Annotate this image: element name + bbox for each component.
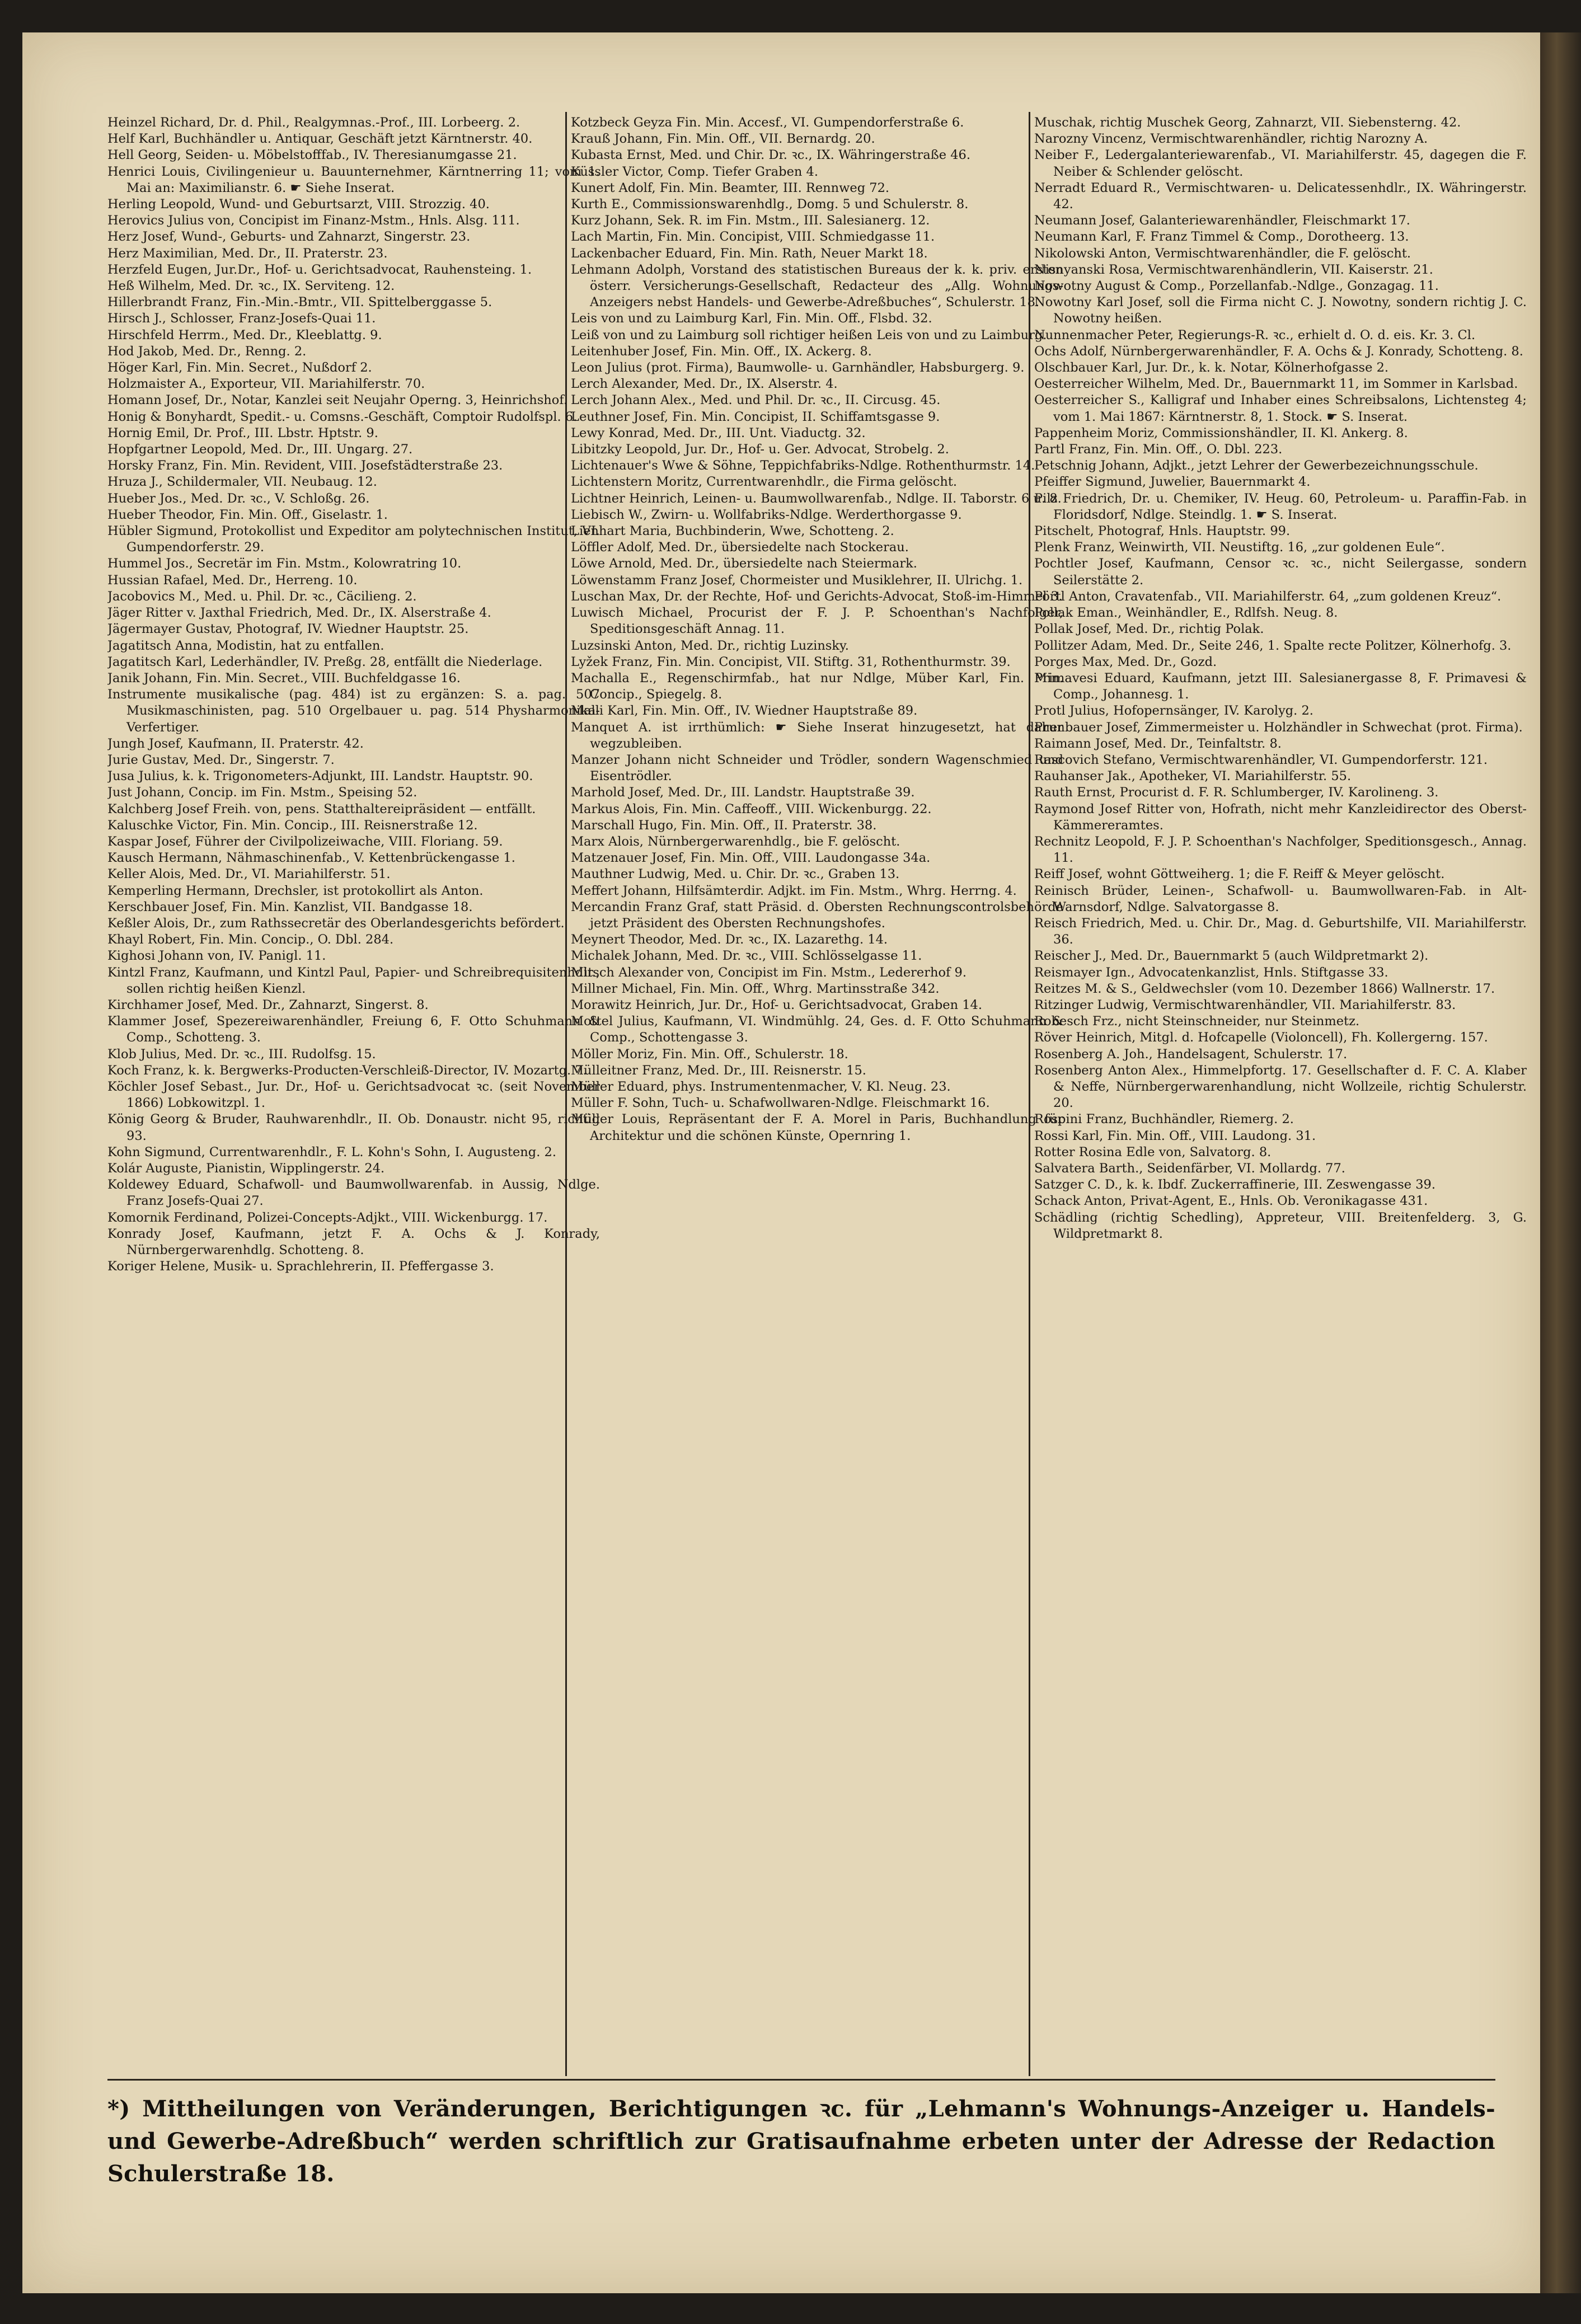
directory-entry: Lerch Alexander, Med. Dr., IX. Alserstr. 4. [571, 377, 838, 392]
directory-entry: Kausch Hermann, Nähmaschinenfab., V. Kettenbrückengasse 1. [107, 851, 515, 866]
directory-entry: Schack Anton, Privat-Agent, E., Hnls. Ob. Veronikagasse 431. [1034, 1194, 1428, 1209]
directory-entry: Pollak Eman., Weinhändler, E., Rdlfsh. Neug. 8. [1034, 605, 1338, 621]
directory-entry: Ritzinger Ludwig, Vermischtwarenhändler, VII. Mariahilferstr. 83. [1034, 997, 1456, 1012]
directory-entry: Lerch Johann Alex., Med. und Phil. Dr. ꝛc., II. Circusg. 45. [571, 393, 941, 408]
directory-entry: Meynert Theodor, Med. Dr. ꝛc., IX. Lazarethg. 14. [571, 932, 888, 947]
directory-entry: Narozny Vincenz, Vermischtwarenhändler, richtig Narozny A. [1034, 132, 1428, 147]
directory-entry: Hueber Theodor, Fin. Min. Off., Giselastr. 1. [107, 507, 388, 522]
directory-entry: Lyžek Franz, Fin. Min. Concipist, VII. Stiftg. 31, Rothenthurmstr. 39. [571, 654, 1011, 669]
directory-entry: Mottel Julius, Kaufmann, VI. Windmühlg. 24, Ges. d. F. Otto Schuhmann & Comp., Schottengasse 3. [571, 1014, 1063, 1045]
directory-entry: Neiber F., Ledergalanteriewarenfab., VI. Mariahilferstr. 45, dagegen die F. Neiber & Schlender gelöscht. [1034, 148, 1527, 179]
directory-entry: Hummel Jos., Secretär im Fin. Mstm., Kolowratring 10. [107, 556, 462, 571]
directory-entry: Jurie Gustav, Med. Dr., Singerstr. 7. [107, 752, 335, 767]
directory-entry: Pappenheim Moriz, Commissionshändler, II. Kl. Ankerg. 8. [1034, 425, 1408, 440]
directory-entry: Rascovich Stefano, Vermischtwarenhändler, VI. Gumpendorferstr. 121. [1034, 752, 1488, 767]
directory-entry: Nerradt Eduard R., Vermischtwaren- u. Delicatessenhdlr., IX. Währingerstr. 42. [1034, 180, 1527, 212]
directory-entry: Olschbauer Karl, Jur. Dr., k. k. Notar, Kölnerhofgasse 2. [1034, 360, 1389, 375]
directory-entry: Mülleitner Franz, Med. Dr., III. Reisnerstr. 15. [571, 1063, 866, 1078]
directory-entry: Michalek Johann, Med. Dr. ꝛc., VIII. Schlösselgasse 11. [571, 949, 922, 964]
directory-entry: Porges Max, Med. Dr., Gozd. [1034, 654, 1217, 669]
directory-entry: Konrady Josef, Kaufmann, jetzt F. A. Ochs & J. Konrady, Nürnbergerwarenhdlg. Schotteng. 8. [107, 1226, 600, 1258]
directory-entry: Pollitzer Adam, Med. Dr., Seite 246, 1. Spalte recte Politzer, Kölnerhofg. 3. [1034, 638, 1512, 653]
directory-entry: Manzer Johann nicht Schneider und Trödler, sondern Wagenschmied und Eisentrödler. [571, 752, 1063, 784]
directory-entry: Kurth E., Commissionswarenhdlg., Domg. 5 und Schulerstr. 8. [571, 197, 969, 212]
directory-entry: Müller F. Sohn, Tuch- u. Schafwollwaren-Ndlge. Fleischmarkt 16. [571, 1096, 990, 1111]
directory-entry: Mercandin Franz Graf, statt Präsid. d. Obersten Rechnungscontrolsbehörde jetzt Präsident des Obersten Rechnungshofes. [571, 899, 1063, 931]
directory-entry: Plenk Franz, Weinwirth, VII. Neustiftg. 16, „zur goldenen Eule“. [1034, 540, 1445, 555]
directory-entry: Kirchhamer Josef, Med. Dr., Zahnarzt, Singerst. 8. [107, 997, 429, 1012]
directory-entry: Heinzel Richard, Dr. d. Phil., Realgymnas.-Prof., III. Lorbeerg. 2. [107, 115, 520, 130]
directory-entry: Löwe Arnold, Med. Dr., übersiedelte nach Steiermark. [571, 556, 917, 571]
directory-entry: Herz Maximilian, Med. Dr., II. Praterstr. 23. [107, 246, 388, 261]
directory-entry: Hopfgartner Leopold, Med. Dr., III. Ungarg. 27. [107, 442, 413, 457]
directory-entry: Kerschbauer Josef, Fin. Min. Kanzlist, VII. Bandgasse 18. [107, 899, 473, 914]
directory-entry: Ochs Adolf, Nürnbergerwarenhändler, F. A. Ochs & J. Konrady, Schotteng. 8. [1034, 344, 1523, 359]
directory-entry: Manquet A. ist irrthümlich: ☛ Siehe Inserat hinzugesetzt, hat daher wegzubleiben. [571, 720, 1063, 751]
directory-entry: Luwisch Michael, Procurist der F. J. P. Schoenthan's Nachfolger, Speditionsgeschäft Annag. 11. [571, 605, 1063, 637]
directory-entry: Röver Heinrich, Mitgl. d. Hofcapelle (Violoncell), Fh. Kollergerng. 157. [1034, 1030, 1488, 1045]
directory-entry: Hornig Emil, Dr. Prof., III. Lbstr. Hptstr. 9. [107, 425, 378, 440]
directory-entry: Leiß von und zu Laimburg soll richtiger heißen Leis von und zu Laimburg. [571, 327, 1047, 342]
directory-entry: Leitenhuber Josef, Fin. Min. Off., IX. Ackerg. 8. [571, 344, 872, 359]
directory-entry: Hirsch J., Schlosser, Franz-Josefs-Quai 11. [107, 311, 376, 326]
directory-entry: Primavesi Eduard, Kaufmann, jetzt III. Salesianergasse 8, F. Primavesi & Comp., Johannesg. 1. [1034, 670, 1527, 702]
directory-entry: Luzsinski Anton, Med. Dr., richtig Luzinsky. [571, 638, 849, 653]
directory-entry: Neumann Josef, Galanteriewarenhändler, Fleischmarkt 17. [1034, 213, 1410, 228]
directory-entry: Marschall Hugo, Fin. Min. Off., II. Praterstr. 38. [571, 818, 877, 833]
directory-entry: Kighosi Johann von, IV. Panigl. 11. [107, 949, 326, 964]
directory-entry: Hübler Sigmund, Protokollist und Expeditor am polytechnischen Institut, VI. Gumpendorferstr. 29. [107, 524, 600, 555]
directory-entry: Herovics Julius von, Concipist im Finanz-Mstm., Hnls. Alsg. 111. [107, 213, 520, 228]
directory-entry: Rosenberg Anton Alex., Himmelpfortg. 17. Gesellschafter d. F. C. A. Klaber & Neffe, Nürnbergerwarenhandlung, nicht Wollzeile, richtig Schulerstr. 20. [1034, 1063, 1527, 1111]
directory-entry: Partl Franz, Fin. Min. Off., O. Dbl. 223. [1034, 442, 1283, 457]
directory-entry: Reinisch Brüder, Leinen-, Schafwoll- u. Baumwollwaren-Fab. in Alt-Warnsdorf, Ndlge. Salvatorgasse 8. [1034, 883, 1527, 914]
directory-entry: Khayl Robert, Fin. Min. Concip., O. Dbl. 284. [107, 932, 394, 947]
directory-entry: Lehmann Adolph, Vorstand des statistischen Bureaus der k. k. priv. ersten österr. Versicherungs-Gesellschaft, Redacteur des „Allg. Wohnungs-Anzeigers nebst Handels- und Gewerbe-Adreßbuches“, Schulerstr. 18. [571, 262, 1063, 310]
directory-entry: Hruza J., Schildermaler, VII. Neubaug. 12. [107, 475, 377, 490]
directory-entry: Leis von und zu Laimburg Karl, Fin. Min. Off., Flsbd. 32. [571, 311, 932, 326]
directory-entry: Reiff Josef, wohnt Göttweiherg. 1; die F. Reiff & Meyer gelöscht. [1034, 867, 1445, 882]
directory-entry: Homann Josef, Dr., Notar, Kanzlei seit Neujahr Operng. 3, Heinrichshof. [107, 393, 567, 408]
directory-entry: Raymond Josef Ritter von, Hofrath, nicht mehr Kanzleidirector des Oberst-Kämmereramtes. [1034, 801, 1527, 833]
directory-entry: Höger Karl, Fin. Min. Secret., Nußdorf 2. [107, 360, 372, 375]
directory-entry: Hod Jakob, Med. Dr., Renng. 2. [107, 344, 307, 359]
directory-entry: Kubasta Ernst, Med. und Chir. Dr. ꝛc., IX. Währingerstraße 46. [571, 148, 971, 163]
directory-entry: Pochtler Josef, Kaufmann, Censor ꝛc. ꝛc., nicht Seilergasse, sondern Seilerstätte 2. [1034, 556, 1527, 588]
footnote-text: *) Mittheilungen von Veränderungen, Berichtigungen ꝛc. für „Lehmann's Wohnungs-Anzeiger u. Handels- und Gewerbe-Adreßbuch“ werden schriftlich zur Gratisaufnahme erbeten unter der Adresse der Redaction Schulerstraße 18. [107, 2096, 1495, 2187]
directory-entry: Lienhart Maria, Buchbinderin, Wwe, Schotteng. 2. [571, 524, 894, 539]
directory-entry: Kaspar Josef, Führer der Civilpolizeiwache, VIII. Floriang. 59. [107, 834, 503, 849]
directory-entry: Instrumente musikalische (pag. 484) ist zu ergänzen: S. a. pag. 507 Musikmaschinisten, pag. 510 Orgelbauer u. pag. 514 Physharmonika-Verfertiger. [107, 687, 600, 735]
directory-entry: Möller Moriz, Fin. Min. Off., Schulerstr. 18. [571, 1046, 848, 1062]
directory-entry: Hussian Rafael, Med. Dr., Herreng. 10. [107, 572, 358, 588]
directory-entry: Neumann Karl, F. Franz Timmel & Comp., Dorotheerg. 13. [1034, 229, 1409, 245]
directory-entry: Malli Karl, Fin. Min. Off., IV. Wiedner Hauptstraße 89. [571, 703, 918, 719]
directory-entry: Herz Josef, Wund-, Geburts- und Zahnarzt, Singerstr. 23. [107, 229, 471, 245]
directory-entry: Kohn Sigmund, Currentwarenhdlr., F. L. Kohn's Sohn, I. Augusteng. 2. [107, 1144, 556, 1159]
directory-entry: Rospini Franz, Buchhändler, Riemerg. 2. [1034, 1112, 1294, 1127]
directory-entry: Kunert Adolf, Fin. Min. Beamter, III. Rennweg 72. [571, 180, 890, 195]
directory-entry: Küssler Victor, Comp. Tiefer Graben 4. [571, 164, 818, 179]
directory-entry: Libitzky Leopold, Jur. Dr., Hof- u. Ger. Advocat, Strobelg. 2. [571, 442, 949, 457]
directory-entry: Rauth Ernst, Procurist d. F. R. Schlumberger, IV. Karolineng. 3. [1034, 785, 1439, 800]
directory-entry: Matzenauer Josef, Fin. Min. Off., VIII. Laudongasse 34a. [571, 851, 931, 866]
directory-entry: Pörtl Anton, Cravatenfab., VII. Mariahilferstr. 64, „zum goldenen Kreuz“. [1034, 589, 1502, 604]
directory-entry: Markus Alois, Fin. Min. Caffeoff., VIII. Wickenburgg. 22. [571, 801, 932, 816]
directory-entry: Koch Franz, k. k. Bergwerks-Producten-Verschleiß-Director, IV. Mozartg. 7. [107, 1063, 587, 1078]
directory-entry: Meffert Johann, Hilfsämterdir. Adjkt. im Fin. Mstm., Whrg. Herrng. 4. [571, 883, 1017, 898]
directory-entry: Krauß Johann, Fin. Min. Off., VII. Bernardg. 20. [571, 132, 875, 147]
directory-entry: Köchler Josef Sebast., Jur. Dr., Hof- u. Gerichtsadvocat ꝛc. (seit November 1866) Lobkowitzpl. 1. [107, 1079, 600, 1111]
directory-entry: König Georg & Bruder, Rauhwarenhdlr., II. Ob. Donaustr. nicht 95, richtig 93. [107, 1112, 600, 1143]
directory-entry: Leuthner Josef, Fin. Min. Concipist, II. Schiffamtsgasse 9. [571, 409, 940, 424]
directory-entry: Kintzl Franz, Kaufmann, und Kintzl Paul, Papier- und Schreibrequisitenhdlr., sollen richtig heißen Kienzl. [107, 965, 600, 996]
directory-entry: Nowotny August & Comp., Porzellanfab.-Ndlge., Gonzagag. 11. [1034, 279, 1439, 294]
directory-entry: Nowotny Karl Josef, soll die Firma nicht C. J. Nowotny, sondern richtig J. C. Nowotny heißen. [1034, 295, 1527, 326]
directory-entry: Rossi Karl, Fin. Min. Off., VIII. Laudong. 31. [1034, 1128, 1316, 1143]
directory-entry: Horsky Franz, Fin. Min. Revident, VIII. Josefstädterstraße 23. [107, 458, 503, 473]
directory-entry: Jungh Josef, Kaufmann, II. Praterstr. 42. [107, 736, 364, 751]
directory-entry: Lichtner Heinrich, Leinen- u. Baumwollwarenfab., Ndlge. II. Taborstr. 6 u. 8. [571, 491, 1062, 506]
directory-entry: Henrici Louis, Civilingenieur u. Bauunternehmer, Kärntnerring 11; vom 1. Mai an: Maximilianstr. 6. ☛ Siehe Inserat. [107, 164, 600, 195]
directory-entry: Millner Michael, Fin. Min. Off., Whrg. Martinsstraße 342. [571, 981, 940, 996]
directory-entry: Komornik Ferdinand, Polizei-Concepts-Adjkt., VIII. Wickenburgg. 17. [107, 1210, 548, 1225]
directory-entry: Kolár Auguste, Pianistin, Wipplingerstr. 24. [107, 1161, 385, 1176]
directory-entry: Machalla E., Regenschirmfab., hat nur Ndlge, Müber Karl, Fin. Min. Concip., Spiegelg. 8. [571, 670, 1063, 702]
directory-entry: Luschan Max, Dr. der Rechte, Hof- und Gerichts-Advocat, Stoß-im-Himmel 3. [571, 589, 1063, 604]
directory-entry: Morawitz Heinrich, Jur. Dr., Hof- u. Gerichtsadvocat, Graben 14. [571, 997, 982, 1012]
directory-entry: Nikolowski Anton, Vermischtwarenhändler, die F. gelöscht. [1034, 246, 1411, 261]
directory-entry: Lichtenstern Moritz, Currentwarenhdlr., die Firma gelöscht. [571, 475, 958, 490]
directory-entry: Herling Leopold, Wund- und Geburtsarzt, VIII. Strozzig. 40. [107, 197, 490, 212]
directory-entry: Nisnyanski Rosa, Vermischtwarenhändlerin, VII. Kaiserstr. 21. [1034, 262, 1433, 277]
directory-entry: Kurz Johann, Sek. R. im Fin. Mstm., III. Salesianerg. 12. [571, 213, 930, 228]
directory-entry: Robesch Frz., nicht Steinschneider, nur Steinmetz. [1034, 1014, 1360, 1029]
directory-entry: Hirschfeld Herrm., Med. Dr., Kleeblattg. 9. [107, 327, 382, 342]
directory-entry: Hell Georg, Seiden- u. Möbelstofffab., IV. Theresianumgasse 21. [107, 148, 517, 163]
directory-entry: Petschnig Johann, Adjkt., jetzt Lehrer der Gewerbezeichnungsschule. [1034, 458, 1479, 473]
directory-entry: Klob Julius, Med. Dr. ꝛc., III. Rudolfsg. 15. [107, 1046, 376, 1062]
directory-entry: Hillerbrandt Franz, Fin.-Min.-Bmtr., VII. Spittelberggasse 5. [107, 295, 492, 310]
directory-entry: Jägermayer Gustav, Photograf, IV. Wiedner Hauptstr. 25. [107, 622, 469, 637]
directory-entry: Reitzes M. & S., Geldwechsler (vom 10. Dezember 1866) Wallnerstr. 17. [1034, 981, 1495, 996]
directory-entry: Hueber Jos., Med. Dr. ꝛc., V. Schloßg. 26. [107, 491, 370, 506]
directory-entry: Marhold Josef, Med. Dr., III. Landstr. Hauptstraße 39. [571, 785, 915, 800]
footnote-rule [107, 2079, 1495, 2081]
directory-entry: Löwenstamm Franz Josef, Chormeister und Musiklehrer, II. Ulrichg. 1. [571, 572, 1023, 588]
directory-entry: Lewy Konrad, Med. Dr., III. Unt. Viaductg. 32. [571, 425, 866, 440]
directory-entry: Oesterreicher S., Kalligraf und Inhaber eines Schreibsalons, Lichtensteg 4; vom 1. Mai 1867: Kärntnerstr. 8, 1. Stock. ☛ S. Inserat. [1034, 393, 1527, 424]
directory-entry: Salvatera Barth., Seidenfärber, VI. Mollardg. 77. [1034, 1161, 1345, 1176]
directory-entry: Rosenberg A. Joh., Handelsagent, Schulerstr. 17. [1034, 1046, 1348, 1062]
directory-column-2 [571, 115, 1063, 2071]
directory-entry: Just Johann, Concip. im Fin. Mstm., Speising 52. [107, 785, 417, 800]
directory-entry: Raimann Josef, Med. Dr., Teinfaltstr. 8. [1034, 736, 1282, 751]
directory-entry: Rauhanser Jak., Apotheker, VI. Mariahilferstr. 55. [1034, 769, 1352, 784]
directory-entry: Heß Wilhelm, Med. Dr. ꝛc., IX. Serviteng. 12. [107, 279, 395, 294]
directory-entry: Rotter Rosina Edle von, Salvatorg. 8. [1034, 1144, 1272, 1159]
directory-entry: Keller Alois, Med. Dr., VI. Mariahilferstr. 51. [107, 867, 391, 882]
directory-entry: Mitsch Alexander von, Concipist im Fin. Mstm., Ledererhof 9. [571, 965, 967, 980]
directory-entry: Koriger Helene, Musik- u. Sprachlehrerin, II. Pfeffergasse 3. [107, 1259, 494, 1274]
directory-entry: Keßler Alois, Dr., zum Rathssecretär des Oberlandesgerichts befördert. [107, 915, 565, 931]
directory-entry: Kaluschke Victor, Fin. Min. Concip., III. Reisnerstraße 12. [107, 818, 478, 833]
directory-entry: Herzfeld Eugen, Jur.Dr., Hof- u. Gerichtsadvocat, Rauhensteing. 1. [107, 262, 532, 277]
directory-entry: Oesterreicher Wilhelm, Med. Dr., Bauernmarkt 11, im Sommer in Karlsbad. [1034, 377, 1518, 392]
directory-entry: Reismayer Ign., Advocatenkanzlist, Hnls. Stiftgasse 33. [1034, 965, 1388, 980]
directory-entry: Kemperling Hermann, Drechsler, ist protokollirt als Anton. [107, 883, 484, 898]
directory-entry: Lackenbacher Eduard, Fin. Min. Rath, Neuer Markt 18. [571, 246, 928, 261]
directory-entry: Prunbauer Josef, Zimmermeister u. Holzhändler in Schwechat (prot. Firma). [1034, 720, 1523, 735]
directory-column-3 [1034, 115, 1527, 2071]
directory-entry: Protl Julius, Hofopernsänger, IV. Karolyg. 2. [1034, 703, 1313, 719]
directory-entry: Jäger Ritter v. Jaxthal Friedrich, Med. Dr., IX. Alserstraße 4. [107, 605, 491, 621]
directory-entry: Pitschelt, Photograf, Hnls. Hauptstr. 99. [1034, 524, 1291, 539]
directory-column-1 [107, 115, 600, 2071]
directory-entry: Pollak Josef, Med. Dr., richtig Polak. [1034, 622, 1264, 637]
directory-entry: Holzmaister A., Exporteur, VII. Mariahilferstr. 70. [107, 377, 425, 392]
directory-entry: Helf Karl, Buchhändler u. Antiquar, Geschäft jetzt Kärntnerstr. 40. [107, 132, 533, 147]
directory-entry: Kotzbeck Geyza Fin. Min. Accesf., VI. Gumpendorferstraße 6. [571, 115, 964, 130]
directory-entry: Honig & Bonyhardt, Spedit.- u. Comsns.-Geschäft, Comptoir Rudolfspl. 6. [107, 409, 578, 424]
directory-entry: Reisch Friedrich, Med. u. Chir. Dr., Mag. d. Geburtshilfe, VII. Mariahilferstr. 36. [1034, 915, 1527, 947]
directory-entry: Liebisch W., Zwirn- u. Wollfabriks-Ndlge. Werderthorgasse 9. [571, 507, 962, 522]
directory-entry: Jusa Julius, k. k. Trigonometers-Adjunkt, III. Landstr. Hauptstr. 90. [107, 769, 533, 784]
directory-entry: Mauthner Ludwig, Med. u. Chir. Dr. ꝛc., Graben 13. [571, 867, 900, 882]
directory-entry: Löffler Adolf, Med. Dr., übersiedelte nach Stockerau. [571, 540, 909, 555]
directory-entry: Müller Louis, Repräsentant der F. A. Morel in Paris, Buchhandlung für Architektur und die schönen Künste, Opernring 1. [571, 1112, 1063, 1143]
directory-entry: Lach Martin, Fin. Min. Concipist, VIII. Schmiedgasse 11. [571, 229, 935, 245]
directory-entry: Jagatitsch Karl, Lederhändler, IV. Preßg. 28, entfällt die Niederlage. [107, 654, 543, 669]
directory-entry: Rechnitz Leopold, F. J. P. Schoenthan's Nachfolger, Speditionsgesch., Annag. 11. [1034, 834, 1527, 866]
directory-entry: Koldewey Eduard, Schafwoll- und Baumwollwarenfab. in Aussig, Ndlge. Franz Josefs-Quai 27. [107, 1177, 600, 1209]
directory-entry: Reischer J., Med. Dr., Bauernmarkt 5 (auch Wildpretmarkt 2). [1034, 949, 1429, 964]
book-binding-edge [1540, 32, 1581, 2293]
directory-entry: Klammer Josef, Spezereiwarenhändler, Freiung 6, F. Otto Schuhmann & Comp., Schotteng. 3. [107, 1014, 600, 1045]
directory-entry: Jagatitsch Anna, Modistin, hat zu entfallen. [107, 638, 384, 653]
directory-entry: Müller Eduard, phys. Instrumentenmacher, V. Kl. Neug. 23. [571, 1079, 951, 1094]
directory-entry: Muschak, richtig Muschek Georg, Zahnarzt, VII. Siebensterng. 42. [1034, 115, 1461, 130]
directory-entry: Nunnenmacher Peter, Regierungs-R. ꝛc., erhielt d. O. d. eis. Kr. 3. Cl. [1034, 327, 1476, 342]
directory-entry: Lichtenauer's Wwe & Söhne, Teppichfabriks-Ndlge. Rothenthurmstr. 14. [571, 458, 1035, 473]
directory-entry: Jacobovics M., Med. u. Phil. Dr. ꝛc., Cäcilieng. 2. [107, 589, 417, 604]
directory-entry: Satzger C. D., k. k. Ibdf. Zuckerraffinerie, III. Zeswengasse 39. [1034, 1177, 1436, 1192]
directory-entry: Pilz Friedrich, Dr. u. Chemiker, IV. Heug. 60, Petroleum- u. Paraffin-Fab. in Floridsdorf, Ndlge. Steindlg. 1. ☛ S. Inserat. [1034, 491, 1527, 522]
directory-entry: Schädling (richtig Schedling), Appreteur, VIII. Breitenfelderg. 3, G. Wildpretmarkt 8. [1034, 1210, 1527, 1241]
directory-entry: Marx Alois, Nürnbergerwarenhdlg., bie F. gelöscht. [571, 834, 900, 849]
directory-entry: Pfeiffer Sigmund, Juwelier, Bauernmarkt 4. [1034, 475, 1311, 490]
directory-entry: Leon Julius (prot. Firma), Baumwolle- u. Garnhändler, Habsburgerg. 9. [571, 360, 1025, 375]
directory-entry: Janik Johann, Fin. Min. Secret., VIII. Buchfeldgasse 16. [107, 670, 461, 686]
directory-entry: Kalchberg Josef Freih. von, pens. Statthaltereipräsident — entfällt. [107, 801, 536, 816]
